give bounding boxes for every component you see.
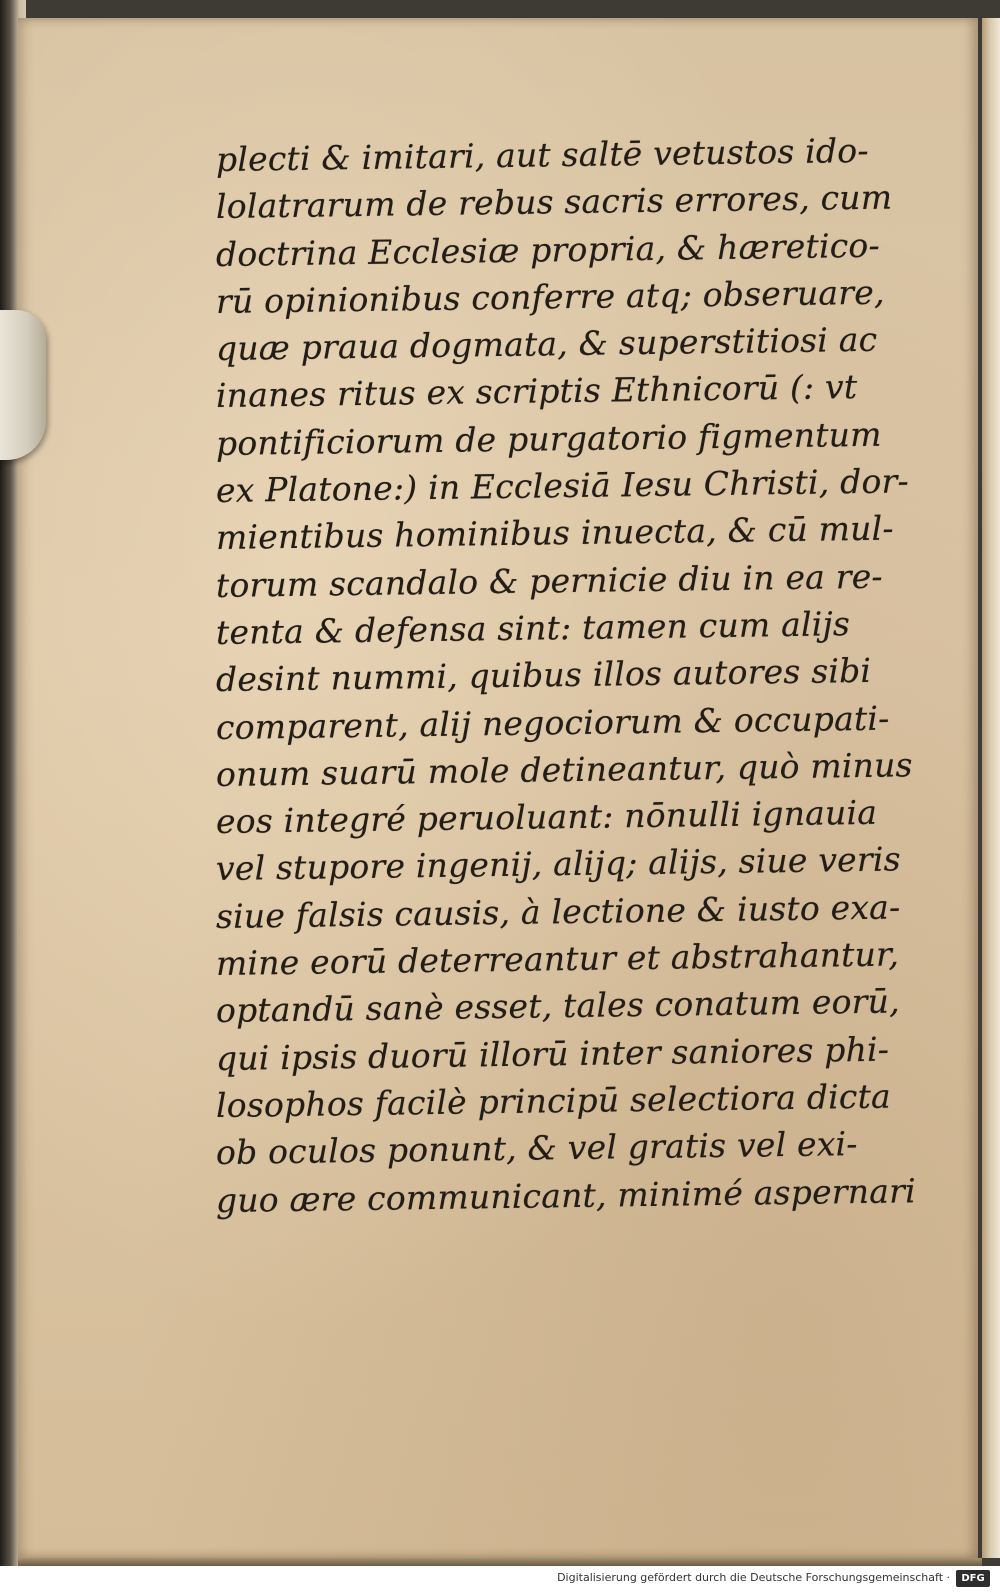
footer-bar bbox=[0, 1566, 1000, 1593]
dfg-logo: DFG bbox=[956, 1570, 990, 1587]
text-line: ob oculos ponunt, & vel gratis vel exi- bbox=[215, 1124, 858, 1173]
text-line: siue falsis causis, à lectione & iusto exa- bbox=[215, 887, 901, 936]
text-line: pontificiorum de purgatorio figmentum bbox=[215, 414, 882, 463]
text-line: plecti & imitari, aut saltē vetustos ido- bbox=[215, 130, 869, 179]
text-line: losophos facilè principū selectiora dicta bbox=[215, 1076, 892, 1125]
book-page bbox=[18, 18, 978, 1558]
text-line: eos integré peruoluant: nōnulli ignauia bbox=[215, 792, 878, 842]
text-line: mine eorū deterreantur et abstrahantur, bbox=[215, 934, 900, 984]
text-line: vel stupore ingenij, alijq; alijs, siue veris bbox=[215, 839, 902, 889]
text-line: comparent, alij negociorum & occupati- bbox=[215, 698, 890, 747]
text-line: quæ praua dogmata, & superstitiosi ac bbox=[215, 319, 878, 369]
page-text bbox=[215, 130, 917, 1224]
folded-paper-flap bbox=[0, 310, 46, 460]
page-right-edge bbox=[982, 18, 1000, 1558]
text-line: onum suarū mole detineantur, quò minus bbox=[215, 745, 913, 794]
text-line: qui ipsis duorū illorū inter saniores phi- bbox=[215, 1029, 890, 1078]
text-line: lolatrarum de rebus sacris errores, cum bbox=[215, 177, 893, 227]
text-line: guo ære communicant, minimé aspernari bbox=[215, 1170, 917, 1220]
text-line: doctrina Ecclesiæ propria, & hæretico- bbox=[215, 225, 881, 274]
text-line: rū opinionibus conferre atq; obseruare, bbox=[215, 272, 885, 321]
text-line: ex Platone:) in Ecclesiā Iesu Christi, dor- bbox=[215, 461, 910, 511]
page-bottom-edge bbox=[18, 1558, 982, 1566]
text-line: optandū sanè esset, tales conatum eorū, bbox=[215, 981, 901, 1031]
footer-credit: Digitalisierung gefördert durch die Deutsche Forschungsgemeinschaft · bbox=[557, 1571, 950, 1584]
text-line: mientibus hominibus inuecta, & cū mul- bbox=[215, 508, 894, 558]
text-line: inanes ritus ex scriptis Ethnicorū (: vt bbox=[215, 367, 858, 416]
text-line: desint nummi, quibus illos autores sibi bbox=[215, 651, 872, 700]
text-line: torum scandalo & pernicie diu in ea re- bbox=[215, 556, 884, 605]
text-line: tenta & defensa sint: tamen cum alijs bbox=[215, 604, 851, 652]
